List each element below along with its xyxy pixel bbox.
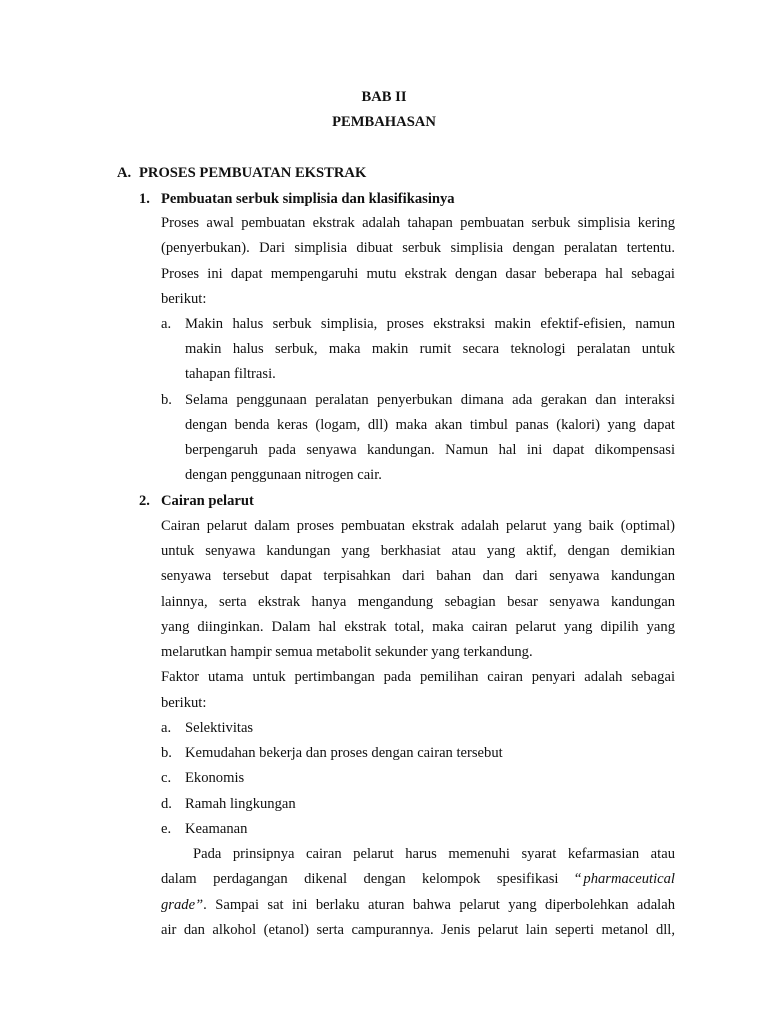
paragraph-line-text: dalam perdagangan dikenal dengan kelompok spesifikasi “ (161, 871, 582, 887)
paragraph-line: Proses ini dapat mempengaruhi mutu ekstrak dengan dasar beberapa hal sebagai (161, 266, 675, 282)
section-title: PROSES PEMBUATAN EKSTRAK (139, 165, 367, 181)
paragraph-line (161, 870, 675, 888)
paragraph-line: (penyerbukan). Dari simplisia dibuat serbuk simplisia dengan peralatan tertentu. (161, 240, 675, 256)
paragraph-line: yang diinginkan. Dalam hal ekstrak total, maka cairan pelarut yang dipilih yang (161, 619, 675, 635)
list-marker: c. (161, 770, 172, 786)
paragraph-line-text: . Sampai sat ini berlaku aturan bahwa pelarut yang diperbolehkan adalah (203, 897, 675, 913)
paragraph-line: berikut: (161, 695, 207, 711)
subsection-2-marker: 2. (139, 493, 150, 509)
paragraph-line: melarutkan hampir semua metabolit sekunder yang terkandung. (161, 644, 533, 660)
paragraph-line: air dan alkohol (etanol) serta campurannya. Jenis pelarut lain seperti metanol dll, (161, 922, 675, 938)
paragraph-line: Cairan pelarut dalam proses pembuatan ekstrak adalah pelarut yang baik (optimal) (161, 518, 675, 534)
paragraph-line: senyawa tersebut dapat terpisahkan dari bahan dan dari senyawa kandungan (161, 568, 675, 584)
list-item-line: makin halus serbuk, maka makin rumit secara teknologi peralatan untuk (185, 341, 675, 357)
list-item-text: Keamanan (185, 821, 248, 837)
list-item-line: berpengaruh pada senyawa kandungan. Namun hal ini dapat dikompensasi (185, 442, 675, 458)
list-marker: a. (161, 316, 172, 332)
paragraph-line: Proses awal pembuatan ekstrak adalah tahapan pembuatan serbuk simplisia kering (161, 215, 675, 231)
list-item-line: Makin halus serbuk simplisia, proses ekstraksi makin efektif-efisien, namun (185, 316, 675, 332)
paragraph-line: Faktor utama untuk pertimbangan pada pemilihan cairan penyari adalah sebagai (161, 669, 675, 685)
list-item-line: Selama penggunaan peralatan penyerbukan dimana ada gerakan dan interaksi (185, 392, 675, 408)
chapter-title: PEMBAHASAN (332, 114, 436, 130)
list-marker: a. (161, 720, 172, 736)
list-item-line: tahapan filtrasi. (185, 366, 276, 382)
paragraph-line: untuk senyawa kandungan yang berkhasiat atau yang aktif, dengan demikian (161, 543, 675, 559)
paragraph-line: Pada prinsipnya cairan pelarut harus memenuhi syarat kefarmasian atau (193, 846, 675, 862)
section-marker: A. (117, 165, 132, 181)
paragraph-line: berikut: (161, 291, 207, 307)
list-item-line: dengan benda keras (logam, dll) maka akan timbul panas (kalori) yang dapat (185, 417, 675, 433)
subsection-1-marker: 1. (139, 191, 150, 207)
italic-term: grade” (161, 897, 204, 913)
list-item-text: Kemudahan bekerja dan proses dengan cairan tersebut (185, 745, 503, 761)
paragraph-line: lainnya, serta ekstrak hanya mengandung sebagian besar senyawa kandungan (161, 594, 675, 610)
paragraph-line (161, 896, 675, 914)
chapter-number: BAB II (361, 89, 407, 105)
list-item-text: Ramah lingkungan (185, 796, 296, 812)
list-marker: b. (161, 392, 172, 408)
list-item-line: dengan penggunaan nitrogen cair. (185, 467, 382, 483)
list-item-text: Selektivitas (185, 720, 254, 736)
list-marker: e. (161, 821, 172, 837)
list-item-text: Ekonomis (185, 770, 245, 786)
list-marker: d. (161, 796, 172, 812)
italic-term: pharmaceutical (583, 871, 675, 887)
list-marker: b. (161, 745, 172, 761)
subsection-2-title: Cairan pelarut (161, 493, 254, 509)
subsection-1-title: Pembuatan serbuk simplisia dan klasifikasinya (161, 191, 455, 207)
